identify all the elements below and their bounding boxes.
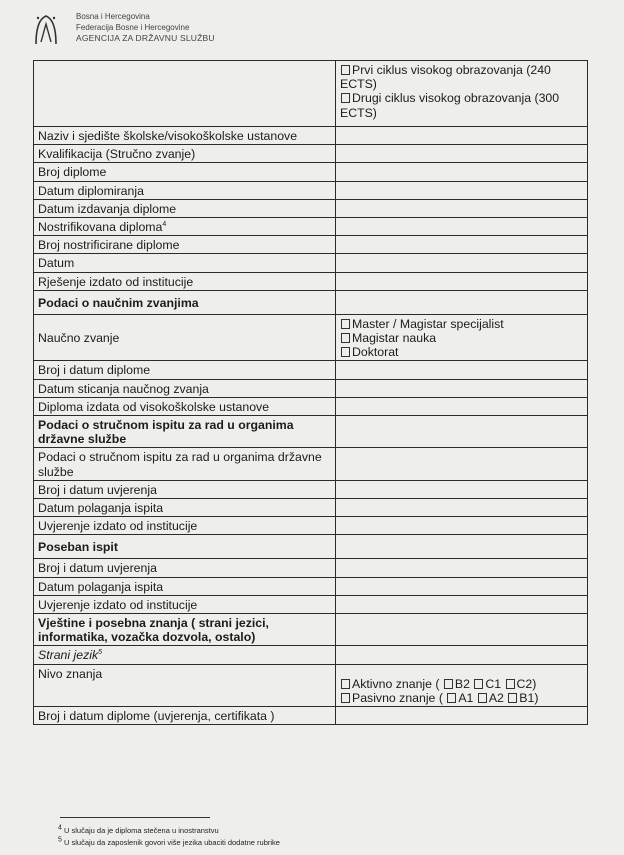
agency-logo-icon [30, 12, 62, 48]
education-form-table [33, 60, 588, 725]
label-cell [34, 61, 336, 127]
table-row [34, 416, 588, 448]
field-label: Broj i datum uvjerenja [34, 480, 336, 498]
table-row [34, 254, 588, 272]
field-label: Kvalifikacija (Stručno zvanje) [34, 145, 336, 163]
field-value[interactable] [336, 199, 588, 217]
language-level-cell [336, 664, 588, 706]
section-header: Podaci o naučnim zvanjima [34, 290, 336, 314]
table-row [34, 127, 588, 145]
field-value[interactable] [336, 707, 588, 725]
option-doktorat[interactable]: Doktorat [340, 345, 583, 359]
field-value [336, 535, 588, 559]
table-row [34, 397, 588, 415]
checkbox-icon[interactable] [341, 693, 350, 703]
field-label: Nostrifikovana diploma$^4$ [34, 218, 336, 236]
field-value[interactable] [336, 218, 588, 236]
table-row [34, 499, 588, 517]
table-row [34, 272, 588, 290]
field-label: Datum [34, 254, 336, 272]
field-value[interactable] [336, 397, 588, 415]
table-row [34, 199, 588, 217]
field-value[interactable] [336, 163, 588, 181]
field-value[interactable] [336, 480, 588, 498]
field-value[interactable] [336, 448, 588, 480]
table-row [34, 61, 588, 127]
field-value[interactable] [336, 646, 588, 664]
field-label: Rješenje izdato od institucije [34, 272, 336, 290]
field-value[interactable] [336, 517, 588, 535]
org-line-agency: AGENCIJA ZA DRŽAVNU SLUŽBU [76, 33, 215, 43]
field-value [336, 614, 588, 646]
checkbox-icon[interactable] [447, 693, 456, 703]
table-row [34, 614, 588, 646]
org-line-country: Bosna i Hercegovina [76, 12, 150, 21]
checkbox-icon[interactable] [341, 347, 350, 357]
table-row [34, 480, 588, 498]
table-row [34, 448, 588, 480]
option-aktivno[interactable]: Aktivno znanje ( B2 C1 C2) [340, 677, 583, 691]
checkbox-icon[interactable] [478, 693, 487, 703]
field-value [336, 416, 588, 448]
field-label: Broj i datum diplome [34, 361, 336, 379]
checkbox-icon[interactable] [506, 679, 515, 689]
field-value[interactable] [336, 127, 588, 145]
table-row [34, 361, 588, 379]
option-master[interactable]: Master / Magistar specijalist [340, 317, 583, 331]
option-magistar[interactable]: Magistar nauka [340, 331, 583, 345]
footnote-5: $^5$ U slučaju da zaposlenik govori više jezika ubaciti dodatne rubrike [58, 836, 280, 847]
checkbox-icon[interactable] [341, 679, 350, 689]
field-label: Nivo znanja [34, 664, 336, 706]
table-row [34, 595, 588, 613]
checkbox-icon[interactable] [444, 679, 453, 689]
field-label: Datum sticanja naučnog zvanja [34, 379, 336, 397]
checkbox-icon[interactable] [341, 333, 350, 343]
footnote-divider [60, 817, 210, 818]
table-row [34, 707, 588, 725]
field-value[interactable] [336, 577, 588, 595]
table-row [34, 559, 588, 577]
table-row [34, 163, 588, 181]
field-label: Strani jezik$^5$ [34, 646, 336, 664]
checkbox-icon[interactable] [341, 93, 350, 103]
field-value[interactable] [336, 145, 588, 163]
section-header: Vještine i posebna znanja ( strani jezici, informatika, vozačka dozvola, ostalo) [34, 614, 336, 646]
option-second-cycle[interactable]: Drugi ciklus visokog obrazovanja (300 ECTS) [340, 91, 560, 120]
option-pasivno[interactable]: Pasivno znanje ( A1 A2 B1) [340, 691, 583, 705]
field-value[interactable] [336, 254, 588, 272]
checkbox-icon[interactable] [508, 693, 517, 703]
field-label: Broj i datum diplome (uvjerenja, certifikata ) [34, 707, 336, 725]
field-value[interactable] [336, 595, 588, 613]
footnotes [58, 825, 280, 849]
field-label: Diploma izdata od visokoškolske ustanove [34, 397, 336, 415]
table-row [34, 290, 588, 314]
degree-options-cell [336, 314, 588, 361]
field-value[interactable] [336, 361, 588, 379]
field-label: Uvjerenje izdato od institucije [34, 595, 336, 613]
field-value[interactable] [336, 272, 588, 290]
field-value[interactable] [336, 379, 588, 397]
field-value[interactable] [336, 236, 588, 254]
checkbox-icon[interactable] [341, 319, 350, 329]
field-label: Broj nostrificirane diplome [34, 236, 336, 254]
footnote-ref: 4 [162, 220, 167, 228]
field-label: Broj i datum uvjerenja [34, 559, 336, 577]
table-row [34, 218, 588, 236]
field-label: Datum polaganja ispita [34, 577, 336, 595]
table-row [34, 535, 588, 559]
section-header: Poseban ispit [34, 535, 336, 559]
footnote-ref: 5 [98, 649, 103, 657]
org-line-federation: Federacija Bosne i Hercegovine [76, 22, 190, 32]
field-label: Datum izdavanja diplome [34, 199, 336, 217]
table-row [34, 181, 588, 199]
checkbox-icon[interactable] [474, 679, 483, 689]
footnote-4: $^4$ U slučaju da je diploma stečena u inostranstvu [58, 824, 219, 835]
organization-name [76, 12, 215, 44]
field-label: Uvjerenje izdato od institucije [34, 517, 336, 535]
table-row [34, 664, 588, 706]
field-value[interactable] [336, 559, 588, 577]
field-label: Datum diplomiranja [34, 181, 336, 199]
field-label: Naučno zvanje [34, 314, 336, 361]
field-value[interactable] [336, 499, 588, 517]
checkbox-icon[interactable] [341, 65, 350, 75]
field-label: Naziv i sjedište školske/visokoškolske ustanove [34, 127, 336, 145]
section-header: Podaci o stručnom ispitu za rad u organima državne službe [34, 416, 336, 448]
field-value[interactable] [336, 181, 588, 199]
field-label: Datum polaganja ispita [34, 499, 336, 517]
field-label: Broj diplome [34, 163, 336, 181]
table-row [34, 236, 588, 254]
field-label: Podaci o stručnom ispitu za rad u organima državne službe [34, 448, 336, 480]
table-row [34, 314, 588, 361]
table-row [34, 646, 588, 664]
table-row [34, 379, 588, 397]
table-row [34, 145, 588, 163]
field-value [336, 290, 588, 314]
table-row [34, 517, 588, 535]
cycle-options-cell [336, 61, 588, 127]
table-row [34, 577, 588, 595]
option-first-cycle[interactable]: Prvi ciklus visokog obrazovanja (240 ECTS) [340, 63, 551, 92]
